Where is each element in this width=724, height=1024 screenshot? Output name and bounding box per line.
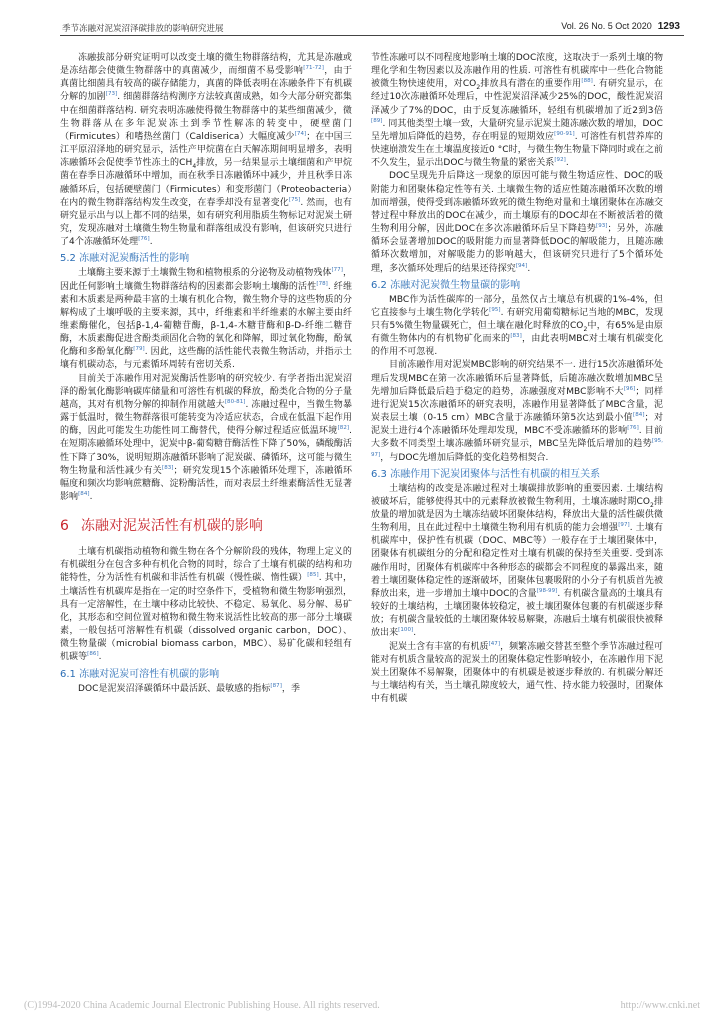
journal-info <box>561 21 680 32</box>
left-column <box>60 52 352 696</box>
footer-url: http://www.cnki.net <box>620 1000 700 1011</box>
paragraph: 节性冻融可以不同程度地影响土壤的DOC浓度，这取决于一系列土壤的物理化学和生物因素以及冻融作用的性质. 可溶性有机碳库中一些化合物能被微生物快速使用，对$CO_2$排放具有潜在的重要作用[88]. 有研究显示，在经过10次冻融循环处理后，中性泥炭沼泽减少25%的DOC，酸性泥炭沼泽减少了7%的DOC，由于反复冻融循环，轻组有机碳增加了近2到3倍[89]. 同其他类型土壤一致，大量研究显示泥炭土随冻融次数的增加，DOC呈先增加后降低的趋势，存在明显的短期效应[90-91]. 可溶性有机营养库的快速崩溃发生在土壤温度接近0 °C时，与微生物生物量下降同时或在之前不久发生，显示出DOC与微生物量的紧密关系[92]. <box>371 53 663 169</box>
paragraph: MBC作为活性碳库的一部分，虽然仅占土壤总有机碳的1%-4%，但它直接参与土壤生物化学转化[95]. 有研究用葡萄糖标记当地的MBC，发现只有5%微生物量碳死亡，但土壤在融化时释放的$CO_2$中，有65%是由原有微生物体内的有机物矿化而来的[83]，由此表明MBC对土壤有机碳变化的作用不可忽视. <box>371 294 663 358</box>
section-title: 冻融对泥炭活性有机碳的影响 <box>80 518 263 535</box>
page-header <box>0 0 724 40</box>
volume-issue: Vol. 26 No. 5 Oct 2020 <box>561 21 652 31</box>
section-number: 6 <box>60 518 69 535</box>
right-column <box>371 52 663 706</box>
subsection-heading-6-2: 6.2 冻融对泥炭微生物量碳的影响 <box>371 279 521 291</box>
section-heading-6 <box>60 516 352 536</box>
paragraph: 土壤结构的改变是冻融过程对土壤碳排放影响的重要因素. 土壤结构被破坏后，能够使得其中的元素释放被微生物利用，土壤冻融时期$CO_2$排放量的增加就是因为土壤冻结破坏团聚体结构，释放出大量的活性碳供微生物利用，且在此过程中土壤微生物利用有机质的能力会增强[97]. 土壤有机碳库中，保护性有机碳（DOC、MBC等）一般存在于土壤团聚体中，团聚体有机碳组分的分配和稳定性对土壤有机碳的保持至关重要. 受到冻融作用时，团聚体有机碳库中各种形态的碳都会不同程度的暴露出来，随着土壤团聚体稳定性的逐渐破坏，团聚体包裹吸附的小分子有机质首先被释放出来，进一步增加土壤中DOC的含量[98-99]. 有机碳含量高的土壤具有较好的土壤结构，土壤团聚体较稳定，被土壤团聚体包裹的有机碳逐步释放；有机碳含量较低的土壤团聚体较易解聚，冻融后土壤有机碳很快被释放出来[100]. <box>371 483 664 639</box>
paragraph: DOC呈现先升后降这一现象的原因可能与微生物适应性、DOC的吸附能力和团聚体稳定性等有关. 土壤微生物的适应性随冻融循环次数的增加而增强，使得受到冻融循环致死的微生物绝对量和土壤团聚体在冻融交替过程中释放出的DOC在减少，而土壤原有的DOC却在不断被活着的微生物利用分解，因此DOC在多次冻融循环后呈下降趋势[93]；另外，冻融循环会显著增加DOC的吸附能力而显著降低DOC的解吸能力，且随冻融循环次数增加，对解吸能力的影响越大，但该研究只进行了5个循环处理，多次循环处理后的结果还待探究[94]. <box>371 171 663 274</box>
header-rule <box>60 35 684 36</box>
paragraph: 冻融拔部分研究证明可以改变土壤的微生物群落结构，尤其是冻融或是冻结都会使微生物群落中的真菌减少，而细菌不易受影响[71-72]，由于真菌比细菌具有较高的碳存储能力，真菌的降低表明在冻融条件下有机碳分解的加剧[73]. 细菌群落结构测序方法较真菌成熟，如今大部分研究都集中在细菌群落结构. 研究表明冻融使得微生物群落中的某些细菌减少，微生物群落从在多年泥炭冻土到季节性解冻的转变中，硬壁菌门（Firmicutes）和嗜热丝菌门（Caldiserica）大幅度减少[74]；在中国三江平原沼泽地的研究显示，活性产甲烷菌在白天解冻期间明显增多，表明冻融循环会促使季节性冻土的$CH_4$排放，另一结果显示土壤细菌和产甲烷菌在春季日冻融循环中增加，而在秋季日冻融循环中减少，并且秋季日冻融循环后，包括硬壁菌门（Firmicutes）和变形菌门（Proteobacteria）在内的微生物群落结构发生改变，在春季却没有显著变化[75]. 然而，也有研究显示出与以上都不同的结果，如有研究利用脂质生物标记对泥炭土研究，发现冻融对土壤微生物生物量和群落组成没有影响，但该研究只进行了4个冻融循环处理[76]. <box>60 53 352 248</box>
copyright-footer <box>24 1000 700 1011</box>
paragraph: 土壤酶主要来源于土壤微生物和植物根系的分泌物及动植物残体[77]，因此任何影响土壤微生物群落结构的因素都会影响土壤酶的活性[78]. 纤维素和木质素是两种最丰富的土壤有机化合物，微生物介导的这些物质的分解构成了土壤呼吸的主要来源，其中，纤维素和半纤维素的水解主要由纤维素酶催化，包括β-1,4-葡糖苷酶，β-1,4-木糖苷酶和β-D-纤维二糖苷酶，木质素酶促进含酚类顽固化合物的氧化和降解，即过氧化物酶，酚氧化酶和多酚氧化酶[79]. 因此，这些酶的活性能代表微生物活动，并指示土壤有机碳动态，与元素循环周转有密切关系. <box>60 267 353 371</box>
running-title: 季节冻融对泥炭沼泽碳排放的影响研究进展 <box>62 24 224 34</box>
subsection-heading-6-1: 6.1 冻融对泥炭可溶性有机碳的影响 <box>60 668 220 680</box>
page-number: 1293 <box>657 21 680 32</box>
paragraph: DOC是泥炭沼泽碳循环中最活跃、最敏感的指标[87]，季 <box>78 682 301 694</box>
subsection-heading-5-2: 5.2 冻融对泥炭酶活性的影响 <box>60 253 190 265</box>
paragraph: 土壤有机碳指动植物和微生物在各个分解阶段的残体，物理上定义的有机碳组分在包含多种有机化合物的同时，综合了土壤有机碳的结构和功能特性，分为活性有机碳和非活性有机碳（慢性碳、惰性碳）[85]. 其中，土壤活性有机碳库是指在一定的时空条件下，受植物和微生物影响强烈，具有一定溶解性，在土壤中移动比较快、不稳定、易氧化、易分解、易矿化，其形态和空间位置对植物和微生物来说活性比较高的那一部分土壤碳素，一般包括可溶解性有机碳（dissolved organic carbon，DOC）、微生物量碳（microbial biomass carbon，MBC）、易矿化碳和轻组有机碳等[86]. <box>60 547 352 663</box>
subsection-heading-6-3: 6.3 冻融作用下泥炭团聚体与活性有机碳的相互关系 <box>371 468 601 480</box>
paragraph: 泥炭土含有丰富的有机质[47]，频繁冻融交替甚至整个季节冻融过程可能对有机质含量较高的泥炭土的团聚体稳定性影响较小，在冻融作用下泥炭土团聚体不易解聚，团聚体中的有机碳是被逐步释放的. 有机碳分解还与土壤结构有关，当土壤孔隙度较大，通气性、持水能力较强时，团聚体中有机碳 <box>371 640 663 705</box>
paragraph: 目前关于冻融作用对泥炭酶活性影响的研究较少. 有学者指出泥炭沼泽的酚氧化酶影响碳库储量和可溶性有机碳的释放，酚类化合物的分子量越高，其对有机物分解的抑制作用就越大[80-81]. 冻融过程中，当微生物暴露于低温时，微生物群落很可能转变为冷适应状态，合成在低温下起作用的酶，因此可能发生功能性同工酶替代，使得分解过程适应低温环境[82]. 在短期冻融循环处理中，泥炭中β-葡萄糖苷酶活性下降了50%，磷酸酶活性下降了30%，说明短期冻融循环影响了泥炭碳、磷循环，这可能与微生物生物量和活性减少有关[83]；研究发现15个冻融循环处理下，冻融循环幅度和频次均影响蔗糖酶、淀粉酶活性，而对表层土纤维素酶活性无显著影响[84]. <box>60 373 352 502</box>
paragraph: 目前冻融作用对泥炭MBC影响的研究结果不一. 进行15次冻融循环处理后发现MBC在第一次冻融循环后显著降低，后随冻融次数增加MBC呈先增加后降低最后趋于稳定的趋势，冻融强度对MBC影响不大[96]；同样进行泥炭15次冻融循环的研究表明，冻融作用显著降低了MBC含量，泥炭表层土壤（0-15 cm）MBC含量于冻融循环第5次达到最小值[84]；对泥炭土进行4个冻融循环处理却发现，MBC不受冻融循环的影响[76]. 目前大多数不同类型土壤冻融循环研究显示，MBC呈先降低后增加的趋势[95, 97]，与DOC先增加后降低的变化趋势相契合. <box>371 360 664 463</box>
copyright-text: (C)1994-2020 China Academic Journal Electronic Publishing House. All rights reserved. <box>24 1000 380 1011</box>
